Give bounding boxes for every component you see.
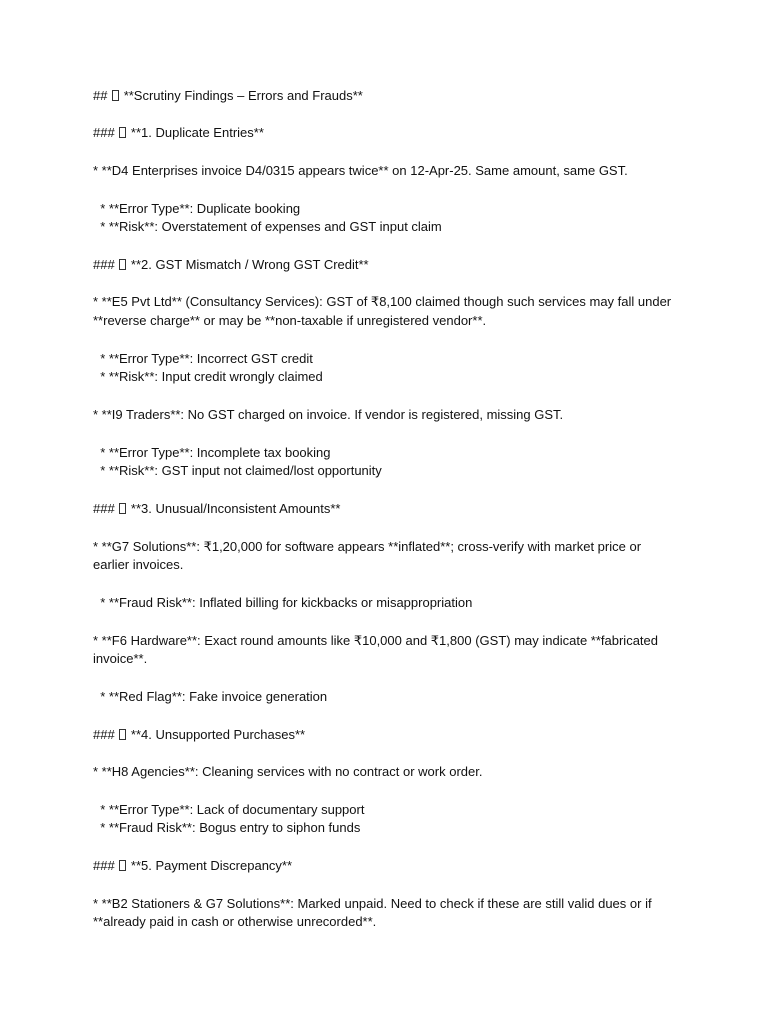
heading-text: **4. Unsupported Purchases**	[127, 727, 306, 742]
bullet-b2-stationers: * **B2 Stationers & G7 Solutions**: Marked unpaid. Need to check if these are still valid dues or if	[93, 896, 652, 911]
bullet-e5-pvt-ltd: * **E5 Pvt Ltd** (Consultancy Services): GST of ₹8,100 claimed though such services may fall under	[93, 294, 672, 309]
bullet-i9-traders: * **I9 Traders**: No GST charged on invoice. If vendor is registered, missing GST.	[93, 407, 564, 422]
sub-bullet-risk: * **Risk**: Input credit wrongly claimed	[93, 369, 323, 384]
heading-prefix: ###	[93, 858, 119, 873]
heading-text: **Scrutiny Findings – Errors and Frauds**	[120, 88, 363, 103]
heading-payment-discrepancy	[93, 857, 292, 875]
sub-bullet-fraud-risk: * **Fraud Risk**: Inflated billing for kickbacks or misappropriation	[93, 595, 473, 610]
heading-unusual-amounts	[93, 500, 341, 518]
bullet-f6-hardware: * **F6 Hardware**: Exact round amounts like ₹10,000 and ₹1,800 (GST) may indicate **fabricated	[93, 633, 658, 648]
heading-unsupported-purchases	[93, 726, 305, 744]
heading-text: **5. Payment Discrepancy**	[127, 858, 293, 873]
sub-bullet-risk: * **Risk**: GST input not claimed/lost opportunity	[93, 463, 382, 478]
sub-bullet-error-type: * **Error Type**: Lack of documentary support	[93, 802, 365, 817]
heading-prefix: ###	[93, 125, 119, 140]
missing-glyph-icon	[119, 259, 126, 270]
sub-bullet-error-type: * **Error Type**: Incorrect GST credit	[93, 351, 313, 366]
heading-text: **2. GST Mismatch / Wrong GST Credit**	[127, 257, 369, 272]
heading-prefix: ###	[93, 501, 119, 516]
missing-glyph-icon	[119, 503, 126, 514]
missing-glyph-icon	[119, 860, 126, 871]
missing-glyph-icon	[119, 729, 126, 740]
missing-glyph-icon	[119, 127, 126, 138]
bullet-f6-hardware-continued: invoice**.	[93, 651, 148, 666]
sub-bullet-fraud-risk: * **Fraud Risk**: Bogus entry to siphon funds	[93, 820, 361, 835]
bullet-e5-pvt-ltd-continued: **reverse charge** or may be **non-taxable if unregistered vendor**.	[93, 313, 487, 328]
bullet-h8-agencies: * **H8 Agencies**: Cleaning services with no contract or work order.	[93, 764, 483, 779]
bullet-g7-solutions-continued: earlier invoices.	[93, 557, 184, 572]
heading-text: **3. Unusual/Inconsistent Amounts**	[127, 501, 341, 516]
missing-glyph-icon	[112, 90, 119, 101]
heading-prefix: ##	[93, 88, 112, 103]
heading-text: **1. Duplicate Entries**	[127, 125, 264, 140]
heading-prefix: ###	[93, 257, 119, 272]
heading-duplicate-entries	[93, 124, 264, 142]
heading-main	[93, 87, 363, 105]
sub-bullet-red-flag: * **Red Flag**: Fake invoice generation	[93, 689, 328, 704]
bullet-g7-solutions: * **G7 Solutions**: ₹1,20,000 for software appears **inflated**; cross-verify with market price or	[93, 539, 642, 554]
bullet-d4-enterprises: * **D4 Enterprises invoice D4/0315 appears twice** on 12-Apr-25. Same amount, same GST.	[93, 163, 628, 178]
sub-bullet-risk: * **Risk**: Overstatement of expenses and GST input claim	[93, 219, 442, 234]
sub-bullet-error-type: * **Error Type**: Incomplete tax booking	[93, 445, 331, 460]
sub-bullet-error-type: * **Error Type**: Duplicate booking	[93, 201, 301, 216]
heading-prefix: ###	[93, 727, 119, 742]
bullet-b2-stationers-continued: **already paid in cash or otherwise unrecorded**.	[93, 914, 377, 929]
heading-gst-mismatch	[93, 256, 369, 274]
